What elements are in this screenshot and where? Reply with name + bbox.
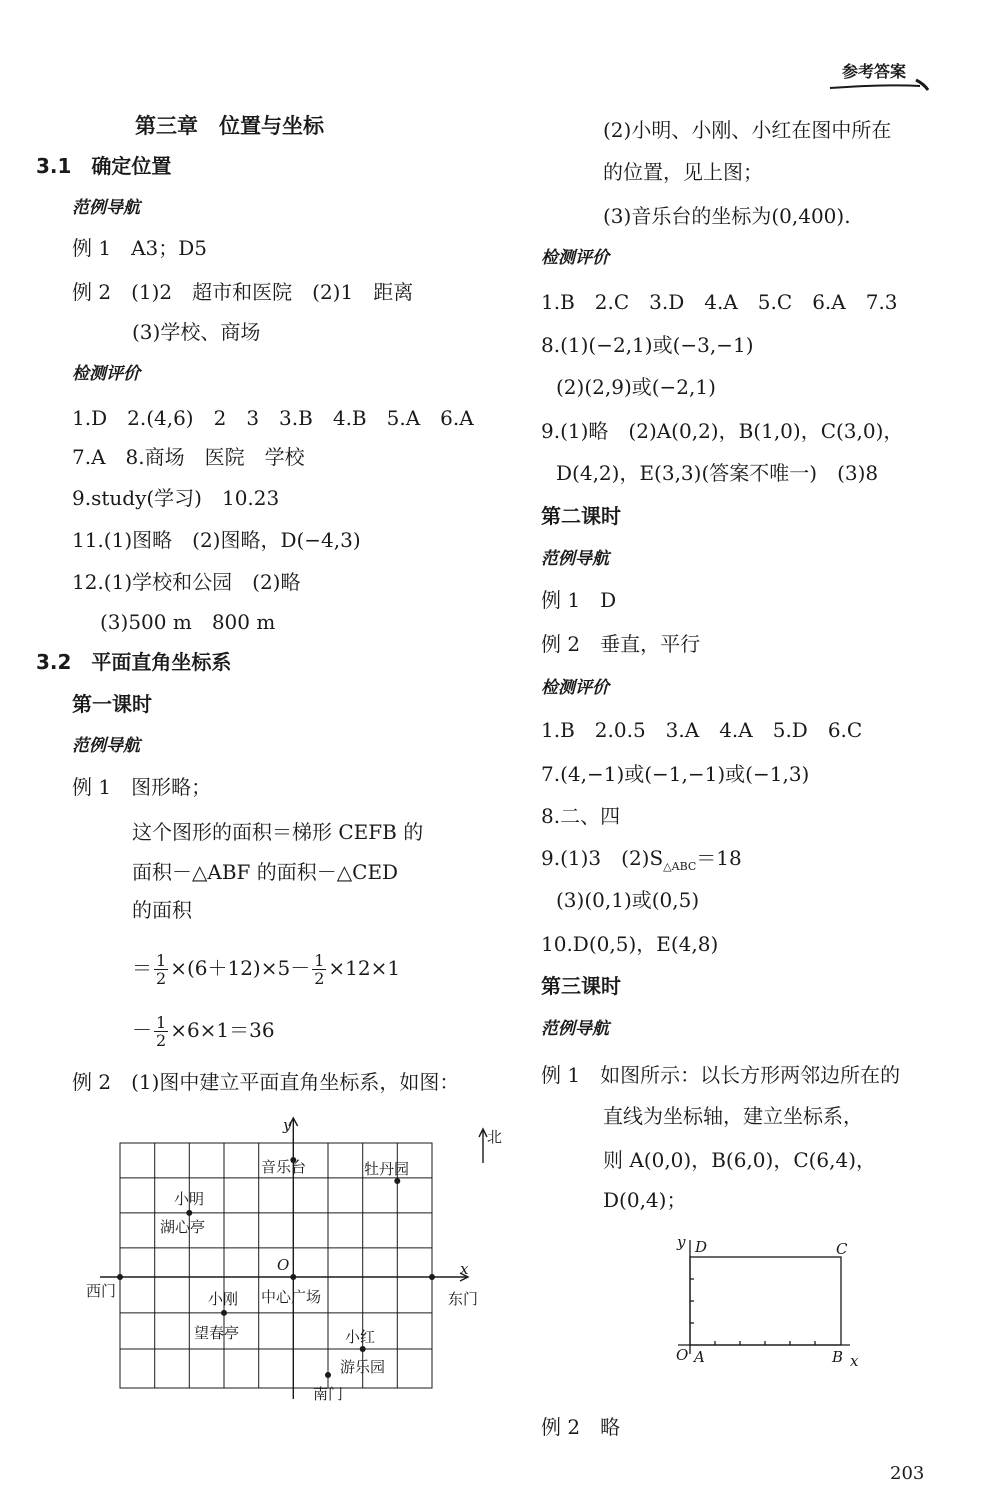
map-park-label: 游乐园 xyxy=(340,1358,386,1376)
fanli-heading-2: 范例导航 xyxy=(72,736,140,756)
map-ming-label: 小明 xyxy=(174,1190,205,1208)
rect-b-label: B xyxy=(832,1348,844,1366)
rect-o-label: O xyxy=(676,1346,689,1364)
rect-x-label: x xyxy=(850,1352,859,1370)
right3-example-2: 例 2 略 xyxy=(541,1415,621,1439)
right2-answer-1-6: 1.B 2.0.5 3.A 4.A 5.D 6.C xyxy=(541,718,863,742)
area-line-2: 面积－△ABF 的面积－△CED xyxy=(132,860,399,884)
right-answer-8-cont: (2)(2,9)或(−2,1) xyxy=(556,375,716,399)
area-line-3: 的面积 xyxy=(132,898,192,922)
map-south-label: 南门 xyxy=(313,1385,344,1403)
right2-answer-7: 7.(4,−1)或(−1,−1)或(−1,3) xyxy=(541,762,810,786)
calc-line-2 xyxy=(132,1014,275,1049)
point-center xyxy=(290,1274,296,1280)
lesson-2: 第二课时 xyxy=(541,504,621,528)
right-answer-1-7: 1.B 2.C 3.D 4.A 5.C 6.A 7.3 xyxy=(541,290,898,314)
right-example-2: 例 2 垂直，平行 xyxy=(541,632,701,656)
fraction-half: $\frac{1}{2}$ xyxy=(314,951,325,988)
right2-answer-9 xyxy=(541,846,742,879)
section-3-2: 3.2 平面直角坐标系 xyxy=(36,650,232,674)
answer-1-6: 1.D 2.(4,6) 2 3 3.B 4.B 5.A 6.A xyxy=(72,406,474,430)
fraction-half: $\frac{1}{2}$ xyxy=(156,1013,167,1050)
calc2-prefix: － xyxy=(132,1018,152,1042)
section-3-1: 3.1 确定位置 xyxy=(36,154,172,178)
map-wang-label: 望春亭 xyxy=(194,1324,240,1342)
example-1: 例 1 A3；D5 xyxy=(72,236,208,260)
jiance-heading-3: 检测评价 xyxy=(541,678,609,698)
map-peony-label: 牡丹园 xyxy=(364,1160,410,1178)
right3-example-1-b: 直线为坐标轴，建立坐标系， xyxy=(603,1104,863,1128)
rectangle-abcd xyxy=(690,1257,841,1345)
answer-11: 11.(1)图略 (2)图略，D(−4,3) xyxy=(72,528,361,552)
right-line-3: (3)音乐台的坐标为(0,400). xyxy=(603,204,851,228)
map-y-label: y xyxy=(283,1116,292,1134)
answer-7-8: 7.A 8.商场 医院 学校 xyxy=(72,445,305,469)
fanli-heading-3: 范例导航 xyxy=(541,549,609,569)
right-line-2: 的位置，见上图； xyxy=(603,160,763,184)
map-center-label: 中心广场 xyxy=(261,1288,322,1306)
right3-example-1: 例 1 如图所示：以长方形两邻边所在的 xyxy=(541,1063,901,1087)
jiance-heading: 检测评价 xyxy=(72,364,140,384)
calc1-end: ×12×1 xyxy=(328,956,401,980)
map-hong-label: 小红 xyxy=(345,1328,376,1346)
example-2-b: 例 2 (1)图中建立平面直角坐标系，如图： xyxy=(72,1070,460,1094)
points xyxy=(117,1157,435,1378)
map-west-label: 西门 xyxy=(86,1282,117,1300)
right3-example-1-d: D(0,4)； xyxy=(603,1188,687,1212)
right-line-1: (2)小明、小刚、小红在图中所在 xyxy=(603,118,892,142)
right2-answer-9-cont: (3)(0,1)或(0,5) xyxy=(556,888,700,912)
example-1-b: 例 1 图形略； xyxy=(72,775,212,799)
answer-12: 12.(1)学校和公园 (2)略 xyxy=(72,570,301,594)
lesson-1: 第一课时 xyxy=(72,692,152,716)
answer-12-cont: (3)500 m 800 m xyxy=(100,610,276,634)
right-answer-9-cont: D(4,2)，E(3,3)(答案不唯一) (3)8 xyxy=(556,461,879,485)
header-arrow-icon xyxy=(828,76,938,92)
right-answer-8: 8.(1)(−2,1)或(−3,−1) xyxy=(541,333,754,357)
area-line-1: 这个图形的面积＝梯形 CEFB 的 xyxy=(132,820,424,844)
calc1-middle: ×(6＋12)×5－ xyxy=(170,956,311,980)
answer-9-result: ＝18 xyxy=(696,846,742,870)
calc2-end: ×6×1＝36 xyxy=(170,1018,275,1042)
chapter-title: 第三章 位置与坐标 xyxy=(135,114,324,138)
point-west xyxy=(117,1274,123,1280)
calc-line-1 xyxy=(132,952,400,987)
map-north-label: 北 xyxy=(487,1128,503,1146)
calc1-prefix: ＝ xyxy=(132,956,152,980)
right2-answer-8: 8.二、四 xyxy=(541,804,621,828)
point-park xyxy=(325,1372,331,1378)
point-ming xyxy=(186,1210,192,1216)
rect-d-label: D xyxy=(695,1238,708,1256)
map-lake-label: 湖心亭 xyxy=(160,1218,206,1236)
right2-answer-10: 10.D(0,5)，E(4,8) xyxy=(541,932,719,956)
map-origin-label: O xyxy=(277,1256,290,1274)
lesson-3: 第三课时 xyxy=(541,974,621,998)
answer-9-10: 9.study(学习) 10.23 xyxy=(72,486,280,510)
example-2: 例 2 (1)2 超市和医院 (2)1 距离 xyxy=(72,280,414,304)
area-subscript: △ABC xyxy=(663,860,697,873)
map-music-label: 音乐台 xyxy=(261,1158,307,1176)
rect-y-label: y xyxy=(677,1233,686,1251)
fanli-heading: 范例导航 xyxy=(72,198,140,218)
map-x-label: x xyxy=(460,1260,469,1278)
map-gang-label: 小刚 xyxy=(208,1290,239,1308)
point-east xyxy=(429,1274,435,1280)
fraction-half: $\frac{1}{2}$ xyxy=(156,951,167,988)
point-gang xyxy=(221,1310,227,1316)
right-answer-9: 9.(1)略 (2)A(0,2)，B(1,0)，C(3,0)， xyxy=(541,419,904,443)
grid xyxy=(120,1143,432,1388)
example-2-cont: (3)学校、商场 xyxy=(132,320,261,344)
page-number: 203 xyxy=(890,1463,925,1484)
rect-a-label: A xyxy=(694,1348,705,1366)
header-label: 参考答案 xyxy=(842,62,907,81)
answer-9-text: 9.(1)3 (2)S xyxy=(541,846,664,870)
fanli-heading-4: 范例导航 xyxy=(541,1019,609,1039)
jiance-heading-2: 检测评价 xyxy=(541,248,609,268)
map-east-label: 东门 xyxy=(448,1290,479,1308)
right-example-1: 例 1 D xyxy=(541,588,617,612)
right3-example-1-c: 则 A(0,0)，B(6,0)，C(6,4)， xyxy=(603,1148,877,1172)
rect-c-label: C xyxy=(836,1240,848,1258)
